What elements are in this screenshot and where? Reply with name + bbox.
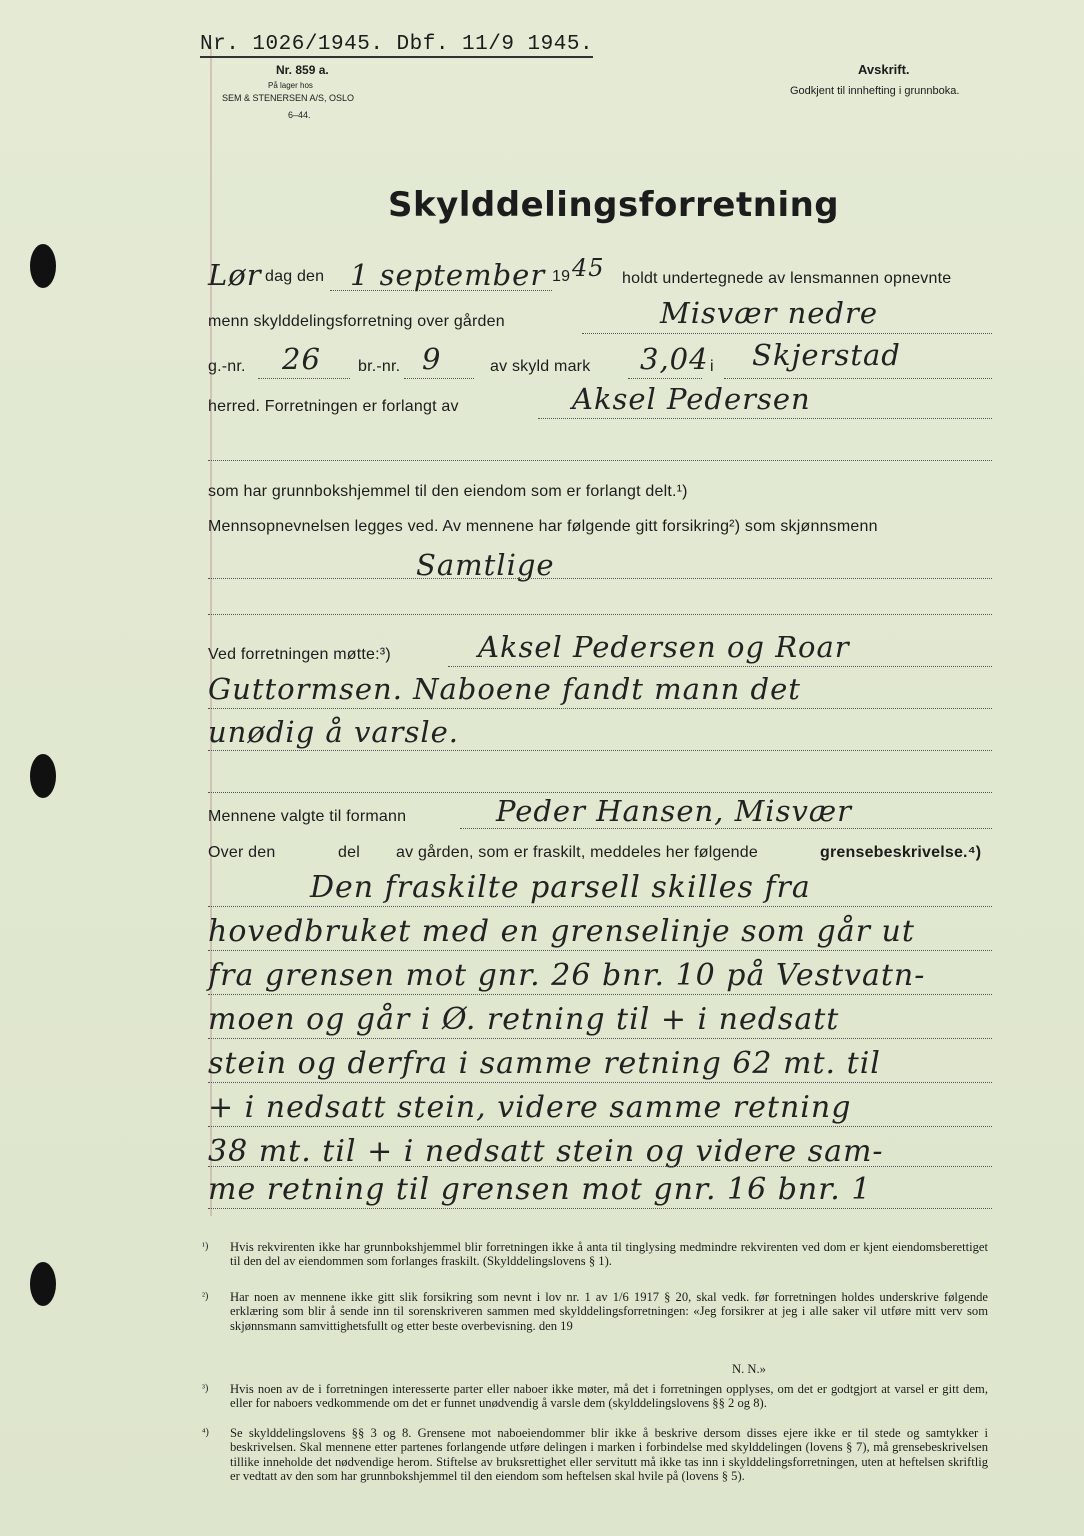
dotted-line xyxy=(208,792,992,793)
hand-skyld: 3,04 xyxy=(640,342,709,376)
label-boundary: grensebeskrivelse.⁴) xyxy=(820,844,982,861)
label-over: Over den xyxy=(208,844,276,861)
hand-requester: Aksel Pedersen xyxy=(572,382,811,416)
hand-attendance-1: Aksel Pedersen og Roar xyxy=(478,630,850,664)
label-day: dag den xyxy=(265,268,325,285)
description-line: moen og går i Ø. retning til + i nedsatt xyxy=(208,1002,840,1037)
label-grunnbok: som har grunnbokshjemmel til den eiendom som er forlangt delt.¹) xyxy=(208,483,688,500)
dotted-line xyxy=(208,994,992,995)
footnote-text: Har noen av mennene ikke gitt slik forsikring som nevnt i lov nr. 1 av 1/6 1917 § 20, skal vedk. før forretningen holdes underskrive følgende erklæring som blir å sende inn til sorenskriveren sammen med skylddelingsforretningen: «Jeg forsikrer at jeg i alle saker vil utføre mitt verv som skjønnsmann samvittighetsfullt og etter beste overbevisning. den 19 xyxy=(230,1290,988,1333)
dotted-line xyxy=(208,708,992,709)
dotted-line xyxy=(208,1208,992,1209)
hand-day: Lør xyxy=(208,258,262,292)
dotted-line xyxy=(208,1166,992,1167)
footnote-text: Hvis noen av de i forretningen interesserte parter eller naboer ikke møter, må det i forretningen opplyses, om det er godtgjort at varsel er gitt dem, eller for naboers vedkommende om det er funnet unødvendig å varsle dem (skylddelingslovens §§ 2 og 8). xyxy=(230,1382,988,1411)
description-line: hovedbruket med en grenselinje som går ut xyxy=(208,914,915,949)
label-insurance: Mennsopnevnelsen legges ved. Av mennene har følgende gitt forsikring²) som skjønnsmenn xyxy=(208,518,878,535)
dotted-line xyxy=(448,666,992,667)
hand-year: 45 xyxy=(572,254,605,282)
page-title: Skylddelingsforretning xyxy=(388,185,840,225)
footnote-mark: ¹) xyxy=(202,1241,209,1252)
punch-hole xyxy=(30,1262,56,1306)
label-chairman: Mennene valgte til formann xyxy=(208,808,407,825)
dotted-line xyxy=(582,333,992,334)
dotted-line xyxy=(208,950,992,951)
description-line: fra grensen mot gnr. 26 bnr. 10 på Vestvatn- xyxy=(208,958,926,993)
margin-line xyxy=(210,46,212,1216)
description-line: 38 mt. til + i nedsatt stein og videre sam- xyxy=(208,1134,884,1169)
label-i: i xyxy=(710,358,714,375)
label-attendance: Ved forretningen møtte:³) xyxy=(208,646,391,663)
description-line: stein og derfra i samme retning 62 mt. til xyxy=(208,1046,881,1081)
dotted-line xyxy=(208,460,992,461)
dotted-line xyxy=(208,1126,992,1127)
hand-gnr: 26 xyxy=(282,342,321,376)
hand-insurers: Samtlige xyxy=(416,548,555,582)
hand-date: 1 september xyxy=(350,258,546,292)
label-line1-rest: holdt undertegnede av lensmannen opnevnte xyxy=(622,270,952,287)
hand-chairman: Peder Hansen, Misvær xyxy=(496,794,852,828)
description-line: + i nedsatt stein, videre samme retning xyxy=(208,1090,852,1125)
dotted-line xyxy=(538,418,992,419)
hand-herred: Skjerstad xyxy=(752,338,901,372)
label-requester: herred. Forretningen er forlangt av xyxy=(208,398,459,415)
dotted-line xyxy=(208,750,992,751)
approval-note: Godkjent til innhefting i grunnboka. xyxy=(790,85,960,97)
publisher-line3: 6–44. xyxy=(288,110,311,120)
punch-hole xyxy=(30,244,56,288)
dotted-line xyxy=(460,828,992,829)
footnote-mark: ²) xyxy=(202,1291,209,1302)
dotted-line xyxy=(208,1038,992,1039)
hand-bnr: 9 xyxy=(422,342,442,376)
form-number: Nr. 859 a. xyxy=(276,63,329,77)
dotted-line xyxy=(404,378,474,379)
hand-farm: Misvær nedre xyxy=(660,296,879,330)
publisher-line2: SEM & STENERSEN A/S, OSLO xyxy=(222,93,355,103)
hand-attendance-3: unødig å varsle. xyxy=(208,715,460,749)
publisher-line1: På lager hos xyxy=(268,81,313,90)
label-del: del xyxy=(338,844,360,861)
hand-attendance-2: Guttormsen. Naboene fandt mann det xyxy=(208,672,801,706)
label-skyld: av skyld mark xyxy=(490,358,591,375)
avskrift-label: Avskrift. xyxy=(858,62,910,77)
dotted-line xyxy=(330,290,552,291)
dotted-line xyxy=(724,378,992,379)
label-farm: menn skylddelingsforretning over gården xyxy=(208,313,505,330)
label-gnr: g.-nr. xyxy=(208,358,246,375)
label-year: 19 xyxy=(552,268,571,285)
footnote-text: Se skylddelingslovens §§ 3 og 8. Grensene mot naboeiendommer blir ikke å beskrive dersom disses ejere ikke er til stede og samtykker i beskrivelsen. Skal mennene etter partenes forlangende utføre delingen i marken i forbindelse med skylddelingen (lovens § 7), må grensebeskrivelsen tillike inneholde det nødvendige herom. Stiftelse av bruksrettighet eller servitutt må ikke tas inn i skylddelingsforretningen, uten at heftelsen skriftlig er vedtatt av den som har grunnbokshjemmel til den eiendom som heftelsen skal hvile på (lovens § 5). xyxy=(230,1426,988,1484)
registration-stamp: Nr. 1026/1945. Dbf. 11/9 1945. xyxy=(200,33,594,56)
description-line: me retning til grensen mot gnr. 16 bnr. 1 xyxy=(208,1172,872,1207)
description-line: Den fraskilte parsell skilles fra xyxy=(310,870,811,905)
label-over-rest: av gården, som er fraskilt, meddeles her følgende xyxy=(396,844,758,861)
dotted-line xyxy=(208,906,992,907)
dotted-line xyxy=(628,378,702,379)
label-bnr: br.-nr. xyxy=(358,358,401,375)
footnote-signature: N. N.» xyxy=(732,1362,766,1376)
punch-hole xyxy=(30,754,56,798)
footnote-text: Hvis rekvirenten ikke har grunnbokshjemmel blir forretningen ikke å anta til tinglysing medmindre rekvirenten ved dom er kjent eiendomsberettiget til den del av eiendommen som forlanges fraskilt. (Skylddelingslovens § 1). xyxy=(230,1240,988,1269)
dotted-line xyxy=(208,1082,992,1083)
dotted-line xyxy=(258,378,350,379)
dotted-line xyxy=(208,578,992,579)
footnote-mark: ⁴) xyxy=(202,1427,209,1438)
dotted-line xyxy=(208,614,992,615)
footnote-mark: ³) xyxy=(202,1383,209,1394)
